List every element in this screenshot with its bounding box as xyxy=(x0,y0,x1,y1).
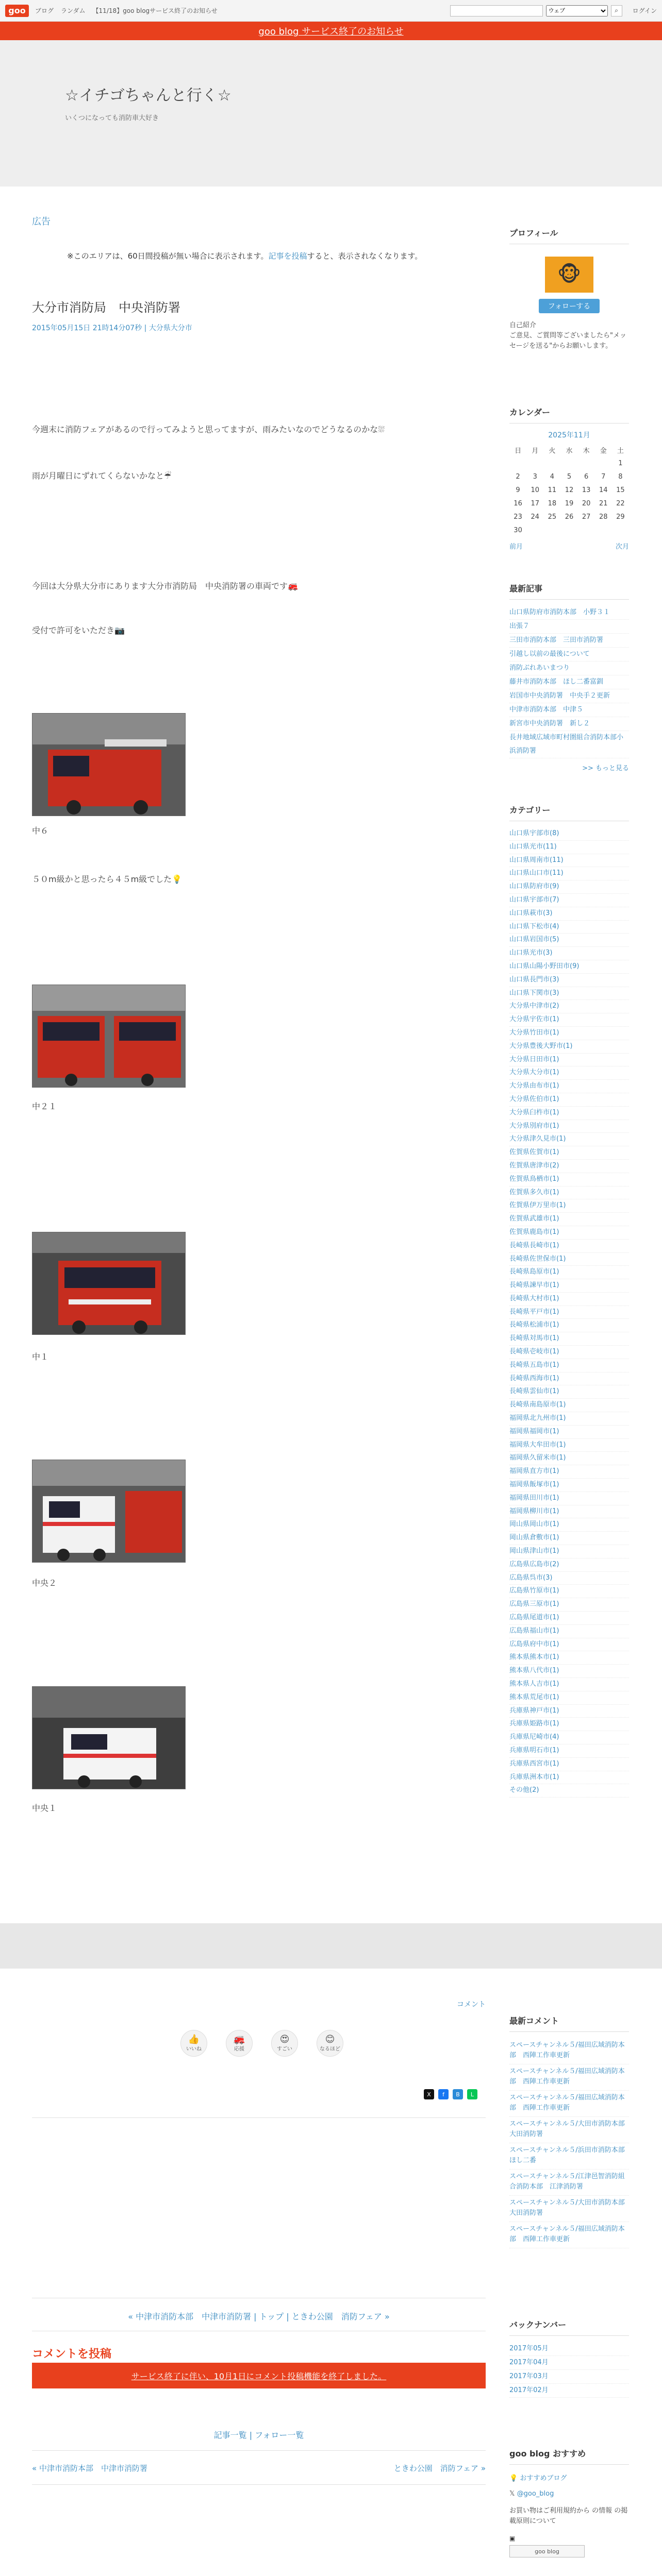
backnumber-link[interactable]: 2017年05月 xyxy=(509,2342,629,2356)
category-link[interactable]: 大分県津久見市(1) xyxy=(509,1133,629,1146)
avatar[interactable]: 🐵 xyxy=(545,257,593,293)
category-link[interactable]: 大分県佐伯市(1) xyxy=(509,1093,629,1107)
backnumber-link[interactable]: 2017年04月 xyxy=(509,2356,629,2370)
category-link[interactable]: 熊本県荒尾市(1) xyxy=(509,1691,629,1705)
weekday: 火 xyxy=(549,447,556,455)
recent-post-link[interactable]: 三田市消防本部 三田市消防署 xyxy=(509,634,629,648)
category-link[interactable]: 福岡県田川市(1) xyxy=(509,1492,629,1505)
photo-fire-trucks[interactable] xyxy=(32,985,186,1088)
category-link[interactable]: 佐賀県伊万里市(1) xyxy=(509,1199,629,1213)
comment-link[interactable]: コメント xyxy=(457,2001,486,2009)
reaction-great-button[interactable] xyxy=(271,2030,298,2057)
nav-blog[interactable]: ブログ xyxy=(35,7,54,14)
category-link[interactable]: 兵庫県姫路市(1) xyxy=(509,1718,629,1731)
more-posts-link[interactable]: >> もっと見る xyxy=(582,765,629,772)
recommend-section xyxy=(509,2447,629,2557)
day: 7 xyxy=(601,472,606,481)
category-link[interactable]: 兵庫県神戸市(1) xyxy=(509,1705,629,1718)
category-link[interactable]: 山口県防府市(9) xyxy=(509,880,629,894)
search-scope-select[interactable] xyxy=(546,5,608,16)
photo-fire-truck-chu1[interactable] xyxy=(32,1232,186,1335)
day: 5 xyxy=(567,472,572,481)
category-link[interactable]: 長崎県壱岐市(1) xyxy=(509,1346,629,1359)
weekday: 水 xyxy=(566,447,573,455)
comment-post-title: コメントを投稿 xyxy=(32,2348,112,2361)
weekday: 日 xyxy=(515,447,522,455)
recent-posts-heading: 最新記事 xyxy=(509,582,629,600)
category-link[interactable]: 山口県下関市(3) xyxy=(509,987,629,1001)
day: 14 xyxy=(599,486,608,494)
recent-post-link[interactable]: 山口県防府市消防本部 小野３１ xyxy=(509,606,629,620)
day: 18 xyxy=(548,499,557,507)
category-link[interactable]: 福岡県北九州市(1) xyxy=(509,1412,629,1426)
share-buttons xyxy=(424,2089,477,2099)
photo-caption: 中６ xyxy=(32,826,49,836)
reaction-label: 応援 xyxy=(234,2046,244,2052)
recent-comment-link[interactable]: スペースチャンネル５/浜田市消防本部 ほし二番 xyxy=(509,2143,629,2170)
search-area xyxy=(450,5,657,16)
category-link[interactable]: 佐賀県鳥栖市(1) xyxy=(509,1173,629,1187)
photo-caption: 中２１ xyxy=(32,1101,57,1111)
profile-heading: プロフィール xyxy=(509,227,629,244)
recent-comments-heading: 最新コメント xyxy=(509,2014,629,2032)
category-link[interactable]: 大分県中津市(2) xyxy=(509,1000,629,1013)
day: 23 xyxy=(514,513,522,521)
category-link[interactable]: 山口県岩国市(5) xyxy=(509,934,629,947)
follow-button[interactable]: フォローする xyxy=(539,299,600,313)
category-link[interactable]: 大分県竹田市(1) xyxy=(509,1027,629,1040)
categories-section xyxy=(509,804,629,1798)
global-topbar xyxy=(0,0,662,22)
day: 4 xyxy=(550,472,554,481)
calendar-month: 2025年11月 xyxy=(548,431,590,439)
category-link[interactable]: 福岡県柳川市(1) xyxy=(509,1505,629,1519)
category-link[interactable]: 大分県大分市(1) xyxy=(509,1066,629,1080)
calendar-nav xyxy=(509,541,629,551)
photo-caption: 中央１ xyxy=(32,1803,57,1813)
post-paragraph: 受付で許可をいただき📷 xyxy=(32,625,125,635)
recent-comment-link[interactable]: スペースチャンネル５/大田市消防本部 大田消防署 xyxy=(509,2196,629,2222)
post-meta[interactable]: 2015年05月15日 21時14分07秒 | 大分県大分市 xyxy=(32,324,192,332)
day: 16 xyxy=(514,499,522,507)
category-link[interactable]: 兵庫県洲本市(1) xyxy=(509,1771,629,1785)
day: 10 xyxy=(531,486,539,494)
calendar-next-link[interactable]: 次月 xyxy=(615,543,629,551)
category-link[interactable]: 岡山県倉敷市(1) xyxy=(509,1532,629,1545)
category-link[interactable]: 広島県府中市(1) xyxy=(509,1638,629,1652)
divider xyxy=(32,2450,486,2451)
recommend-heading: goo blog おすすめ xyxy=(509,2447,629,2465)
category-link[interactable]: 長崎県佐世保市(1) xyxy=(509,1253,629,1266)
day: 28 xyxy=(599,513,608,521)
category-link[interactable]: 山口県山陽小野田市(9) xyxy=(509,960,629,974)
day: 21 xyxy=(599,499,608,507)
login-link[interactable]: ログイン xyxy=(632,7,657,14)
fire-truck-icon: 🚒 xyxy=(233,2033,245,2045)
post-paragraph: 雨が月曜日にずれてくらないかなと☔ xyxy=(32,471,172,481)
calendar-prev-link[interactable]: 前月 xyxy=(509,543,523,551)
reaction-label: すごい xyxy=(277,2046,292,2052)
recent-posts-section xyxy=(509,582,629,772)
post-article-link[interactable]: 記事を投稿 xyxy=(268,251,307,261)
day: 6 xyxy=(584,472,589,481)
post-paragraph: ５０m級かと思ったら４５m級でした💡 xyxy=(32,874,183,884)
category-link[interactable]: 佐賀県武雄市(1) xyxy=(509,1213,629,1226)
recent-post-link[interactable]: 引越し以前の最後について xyxy=(509,648,629,662)
day: 2 xyxy=(516,472,520,481)
day xyxy=(509,456,526,470)
day: 27 xyxy=(582,513,591,521)
day: 11 xyxy=(548,486,557,494)
category-link[interactable]: 大分県豊後大野市(1) xyxy=(509,1040,629,1054)
day: 9 xyxy=(516,486,520,494)
backnumber-link[interactable]: 2017年02月 xyxy=(509,2384,629,2398)
recent-post-link[interactable]: 出張７ xyxy=(509,620,629,634)
day: 30 xyxy=(514,526,522,534)
day: 15 xyxy=(616,486,625,494)
backnumber-list xyxy=(509,2342,629,2398)
photo-ambulance[interactable] xyxy=(32,1686,186,1789)
x-share-icon[interactable]: X xyxy=(424,2089,434,2099)
rss-icon[interactable]: ▣ xyxy=(509,2535,516,2542)
profile-intro: ご意見、ご質問等ございましたら"メッセージを送る"からお願いします。 xyxy=(509,332,626,350)
photo-caption: 中央２ xyxy=(32,1578,57,1588)
category-link[interactable]: 長崎県長崎市(1) xyxy=(509,1240,629,1253)
category-link[interactable]: 兵庫県西宮市(1) xyxy=(509,1758,629,1771)
day: 29 xyxy=(616,513,625,521)
category-link[interactable]: 佐賀県唐津市(2) xyxy=(509,1160,629,1173)
category-link[interactable]: 長崎県雲仙市(1) xyxy=(509,1385,629,1399)
service-end-notice-bar[interactable]: goo blog サービス終了のお知らせ xyxy=(0,22,662,40)
photo-caption: 中１ xyxy=(32,1352,49,1362)
divider xyxy=(32,2484,486,2485)
profile-name: 自己紹介 xyxy=(509,321,537,329)
day xyxy=(578,523,595,537)
calendar-table xyxy=(509,443,629,537)
recommend-blog-link[interactable]: おすすめブログ xyxy=(520,2475,567,2482)
goo-blog-x-link[interactable]: @goo_blog xyxy=(517,2490,554,2498)
category-link[interactable]: 広島県三原市(1) xyxy=(509,1598,629,1612)
weekday: 月 xyxy=(532,447,539,455)
bulb-icon: 💡 xyxy=(509,2475,518,2482)
day xyxy=(526,523,543,537)
day: 12 xyxy=(565,486,574,494)
recent-comment-link[interactable]: スペースチャンネル５/福田広域消防本部 西陣工作車更新 xyxy=(509,2038,629,2064)
category-link[interactable]: 長崎県松浦市(1) xyxy=(509,1319,629,1332)
next-post-link[interactable]: ときわ公園 消防フェア » xyxy=(393,2464,486,2473)
day: 19 xyxy=(565,499,574,507)
category-link[interactable]: 佐賀県鹿島市(1) xyxy=(509,1226,629,1240)
day: 13 xyxy=(582,486,591,494)
post-title[interactable]: 大分市消防局 中央消防署 xyxy=(32,300,180,315)
category-link[interactable]: 長崎県諫早市(1) xyxy=(509,1279,629,1293)
category-link[interactable]: その他(2) xyxy=(509,1784,629,1798)
category-link[interactable]: 兵庫県尼崎市(4) xyxy=(509,1731,629,1744)
day xyxy=(595,456,612,470)
category-link[interactable]: 長崎県五島市(1) xyxy=(509,1359,629,1372)
category-list xyxy=(509,827,629,1798)
recent-post-link[interactable]: 消防ぶれあいまつり xyxy=(509,662,629,675)
category-link[interactable]: 熊本県八代市(1) xyxy=(509,1665,629,1678)
day: 20 xyxy=(582,499,591,507)
day xyxy=(578,456,595,470)
day: 22 xyxy=(616,499,625,507)
day xyxy=(560,456,577,470)
reaction-like-button[interactable] xyxy=(180,2030,207,2057)
recent-comments-section xyxy=(509,2014,632,2248)
comment-closed-notice[interactable]: サービス終了に伴い、10月1日にコメント投稿機能を終了しました。 xyxy=(32,2363,486,2388)
heart-eyes-icon: 😍 xyxy=(279,2033,290,2045)
reaction-label: いいね xyxy=(186,2046,202,2052)
photo-fire-truck-ladder[interactable] xyxy=(32,713,186,816)
nav-service-end-notice[interactable]: 【11/18】goo blogサービス終了のお知らせ xyxy=(92,7,218,14)
main-column xyxy=(32,214,486,1813)
category-link[interactable]: 大分県宇佐市(1) xyxy=(509,1013,629,1027)
reaction-label: なるほど xyxy=(320,2046,340,2052)
post-paragraph: 今回は大分県大分市にあります大分市消防局 中央消防署の車両です🚒 xyxy=(32,581,298,591)
ad-note-text-after: すると、表示されなくなります。 xyxy=(307,251,423,261)
ad-note-text: ※このエリアは、60日間投稿が無い場合に表示されます。 xyxy=(67,251,269,261)
recent-post-link[interactable]: 藤井市消防本部 ほし二番富釧 xyxy=(509,675,629,689)
reaction-buttons xyxy=(180,2030,343,2057)
recent-comments-list xyxy=(509,2038,632,2248)
calendar-section xyxy=(509,406,629,551)
day: 24 xyxy=(531,513,539,521)
category-link[interactable]: 山口県光市(3) xyxy=(509,947,629,960)
category-link[interactable]: 山口県宇部市(7) xyxy=(509,894,629,907)
day xyxy=(526,456,543,470)
day xyxy=(560,523,577,537)
category-link[interactable]: 広島県竹原市(1) xyxy=(509,1585,629,1598)
category-link[interactable]: 福岡県大牟田市(1) xyxy=(509,1439,629,1452)
ad-overlay-band xyxy=(0,1923,662,1969)
reaction-agree-button[interactable] xyxy=(317,2030,343,2057)
day: 25 xyxy=(548,513,557,521)
category-link[interactable]: 福岡県福岡市(1) xyxy=(509,1426,629,1439)
category-link[interactable]: 大分県日田市(1) xyxy=(509,1054,629,1067)
category-link[interactable]: 長崎県大村市(1) xyxy=(509,1293,629,1306)
recent-comment-link[interactable]: スペースチャンネル５/福田広域消防本部 西陣工作車更新 xyxy=(509,2222,629,2248)
recent-post-link[interactable]: 新宮市中央消防署 新し２ xyxy=(509,717,629,731)
day: 3 xyxy=(533,472,537,481)
backnumber-link[interactable]: 2017年03月 xyxy=(509,2370,629,2384)
hatena-share-icon[interactable]: B xyxy=(453,2089,463,2099)
recommend-terms-link[interactable]: お買い物はご利用規約から の情報 の掲載原則について xyxy=(509,2507,628,2525)
goo-blog-badge[interactable]: goo blog xyxy=(509,2545,585,2557)
reaction-cheer-button[interactable] xyxy=(226,2030,253,2057)
divider xyxy=(32,2117,486,2118)
day: 17 xyxy=(531,499,539,507)
day xyxy=(612,523,629,537)
category-link[interactable]: 長崎県島原市(1) xyxy=(509,1266,629,1279)
category-link[interactable]: 長崎県西海市(1) xyxy=(509,1372,629,1386)
category-link[interactable]: 福岡県直方市(1) xyxy=(509,1465,629,1479)
recent-comment-link[interactable]: スペースチャンネル５/福田広域消防本部 西陣工作車更新 xyxy=(509,2064,629,2091)
category-link[interactable]: 山口県光市(11) xyxy=(509,841,629,854)
category-link[interactable]: 大分県由布市(1) xyxy=(509,1080,629,1093)
prev-post-link[interactable]: « 中津市消防本部 中津市消防署 xyxy=(32,2464,147,2473)
recommend-item[interactable] xyxy=(509,2486,629,2502)
photo-ambulance-and-truck[interactable] xyxy=(32,1460,186,1563)
category-link[interactable]: 広島県広島市(2) xyxy=(509,1558,629,1572)
category-link[interactable]: 長崎県南島原市(1) xyxy=(509,1399,629,1412)
category-link[interactable]: 福岡県飯塚市(1) xyxy=(509,1479,629,1492)
nav-random[interactable]: ランダム xyxy=(61,7,86,14)
goo-logo[interactable]: goo xyxy=(5,5,29,17)
calendar-heading: カレンダー xyxy=(509,406,629,423)
recent-post-link[interactable]: 中津市消防本部 中津５ xyxy=(509,703,629,717)
recent-comment-link[interactable]: スペースチャンネル５/江津邑智消防組合消防本部 江津消防署 xyxy=(509,2170,629,2196)
recent-post-link[interactable]: 長井地域広域市町村圏組合消防本部小浜消防署 xyxy=(509,731,629,758)
recent-comment-link[interactable]: スペースチャンネル５/福田広域消防本部 西陣工作車更新 xyxy=(509,2091,629,2117)
x-icon: 𝕏 xyxy=(509,2490,515,2498)
category-link[interactable]: 広島県尾道市(1) xyxy=(509,1612,629,1625)
day: 26 xyxy=(565,513,574,521)
recent-post-link[interactable]: 岩国市中央消防署 中央手２更新 xyxy=(509,689,629,703)
ad-label: 広告 xyxy=(32,216,51,227)
article-list-links[interactable]: 記事一覧 | フォロー一覧 xyxy=(213,2430,304,2440)
backnumber-heading: バックナンバー xyxy=(509,2318,629,2336)
category-link[interactable]: 佐賀県多久市(1) xyxy=(509,1187,629,1200)
post-navigation[interactable]: « 中津市消防本部 中津市消防署 | トップ | ときわ公園 消防フェア » xyxy=(128,2312,390,2321)
recent-posts-list xyxy=(509,606,629,758)
category-link[interactable]: 長崎県平戸市(1) xyxy=(509,1306,629,1319)
blog-description: いくつになっても消防車大好き xyxy=(65,114,159,122)
post-paragraph: 今週末に消防フェアがあるので行ってみようと思ってますが、雨みたいなのでどうなるのかな⛆ xyxy=(32,425,385,434)
day xyxy=(543,456,560,470)
category-link[interactable]: 大分県別府市(1) xyxy=(509,1120,629,1133)
recommend-item[interactable] xyxy=(509,2471,629,2486)
category-link[interactable]: 熊本県熊本市(1) xyxy=(509,1651,629,1665)
category-link[interactable]: 岡山県津山市(1) xyxy=(509,1545,629,1558)
blog-header xyxy=(0,40,662,187)
search-icon[interactable]: ⌕ xyxy=(611,5,622,16)
category-link[interactable]: 兵庫県明石市(1) xyxy=(509,1744,629,1758)
category-link[interactable]: 広島県福山市(1) xyxy=(509,1625,629,1638)
day: 8 xyxy=(618,472,623,481)
day: 1 xyxy=(618,459,623,467)
category-link[interactable]: 山口県山口市(11) xyxy=(509,867,629,880)
category-link[interactable]: 山口県下松市(4) xyxy=(509,921,629,934)
facebook-share-icon[interactable]: f xyxy=(438,2089,449,2099)
category-link[interactable]: 広島県呉市(3) xyxy=(509,1572,629,1585)
ad-note xyxy=(67,250,486,261)
profile-section xyxy=(509,227,629,351)
day xyxy=(595,523,612,537)
thumbs-up-icon: 👍 xyxy=(188,2033,200,2045)
category-link[interactable]: 山口県萩市(3) xyxy=(509,907,629,921)
recent-comment-link[interactable]: スペースチャンネル５/大田市消防本部 大田消防署 xyxy=(509,2117,629,2143)
category-link[interactable]: 山口県長門市(3) xyxy=(509,974,629,987)
weekday: 土 xyxy=(617,447,624,455)
category-link[interactable]: 熊本県人吉市(1) xyxy=(509,1678,629,1691)
category-link[interactable]: 福岡県久留米市(1) xyxy=(509,1452,629,1465)
category-link[interactable]: 山口県周南市(11) xyxy=(509,854,629,868)
weekday: 木 xyxy=(583,447,590,455)
weekday: 金 xyxy=(600,447,607,455)
blog-title[interactable]: ☆イチゴちゃんと行く☆ xyxy=(65,87,231,105)
smile-icon: 😊 xyxy=(325,2033,335,2045)
category-link[interactable]: 岡山県岡山市(1) xyxy=(509,1518,629,1532)
category-link[interactable]: 山口県宇部市(8) xyxy=(509,827,629,841)
categories-heading: カテゴリー xyxy=(509,804,629,821)
category-link[interactable]: 長崎県対馬市(1) xyxy=(509,1332,629,1346)
search-input[interactable] xyxy=(450,5,543,16)
line-share-icon[interactable]: L xyxy=(467,2089,477,2099)
backnumber-section xyxy=(509,2318,629,2398)
day xyxy=(543,523,560,537)
category-link[interactable]: 大分県臼杵市(1) xyxy=(509,1107,629,1120)
category-link[interactable]: 佐賀県佐賀市(1) xyxy=(509,1146,629,1160)
